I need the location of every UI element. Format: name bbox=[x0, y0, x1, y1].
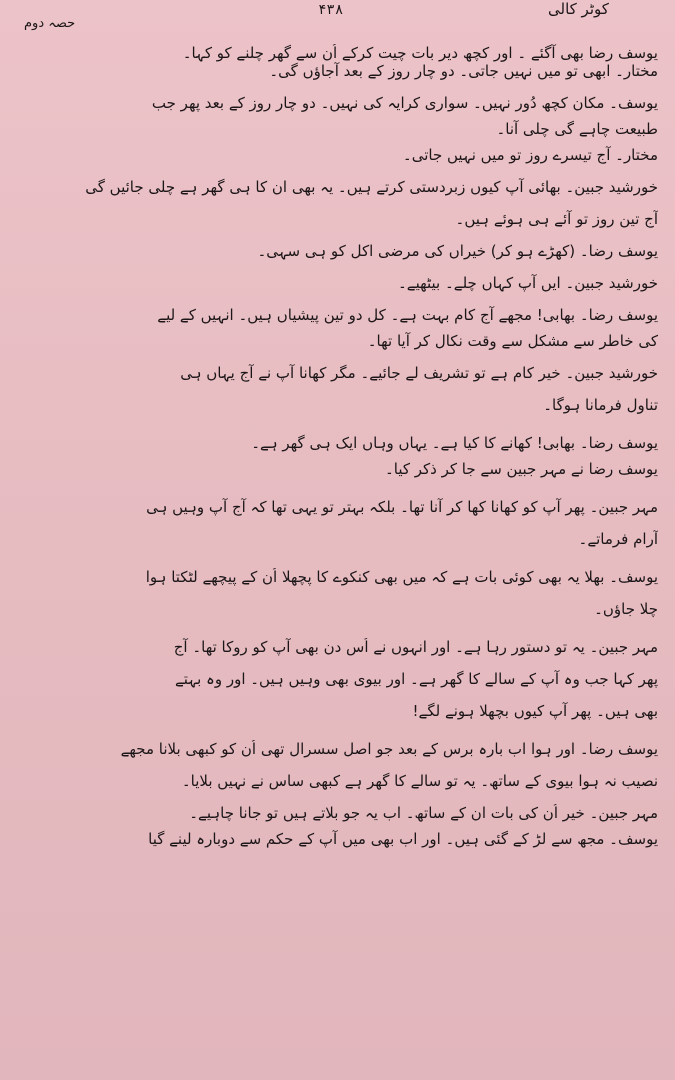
book-title: کوٹر کالی bbox=[548, 0, 609, 18]
text-line: یوسف۔ مجھ سے لڑ کے گئی ہیں۔ اور اب بھی میں آپ کے حکم سے دوبارہ لینے گیا bbox=[148, 830, 658, 848]
text-line: مہر جبین۔ یہ تو دستور رہا ہے۔ اور انہوں نے اُس دن بھی آپ کو روکا تھا۔ آج bbox=[173, 638, 658, 656]
page-body bbox=[38, 36, 658, 848]
text-line: مختار۔ ابھی تو میں نہیں جاتی۔ دو چار روز کے بعد آجاؤں گی۔ bbox=[269, 62, 658, 80]
page-header bbox=[0, 0, 675, 36]
text-line: یوسف رضا بھی آگئے ۔ اور کچھ دیر بات چیت کرکے اُن سے گھر چلنے کو کہا۔ bbox=[182, 44, 658, 62]
text-line: یوسف رضا۔ (کھڑے ہو کر) خیراں کی مرضی اکل کو ہی سہی۔ bbox=[257, 242, 658, 260]
text-line: خورشید جبین۔ ایں آپ کہاں چلے۔ بیٹھیے۔ bbox=[397, 274, 658, 292]
text-line: کی خاطر سے مشکل سے وقت نکال کر آیا تھا۔ bbox=[367, 332, 658, 350]
text-line: آج تین روز تو آئے ہی ہوئے ہیں۔ bbox=[455, 210, 658, 228]
text-line: طبیعت چاہے گی چلی آنا۔ bbox=[496, 120, 658, 138]
text-line: مہر جبین۔ خیر اُن کی بات ان کے ساتھ۔ اب یہ جو بلاتے ہیں تو جانا چاہیے۔ bbox=[189, 804, 658, 822]
text-line: یوسف رضا۔ بھابی! مجھے آج کام بہت ہے۔ کل دو تین پیشیاں ہیں۔ انہیں کے لیے bbox=[157, 306, 658, 324]
section-label: حصہ دوم bbox=[24, 16, 76, 31]
text-line: مختار۔ آج تیسرے روز تو میں نہیں جاتی۔ bbox=[402, 146, 658, 164]
text-line: بھی ہیں۔ پھر آپ کیوں بچھلا ہونے لگے! bbox=[412, 702, 658, 720]
text-line: پھر کہا جب وہ آپ کے سالے کا گھر ہے۔ اور بیوی بھی وہیں ہیں۔ اور وہ بہتے bbox=[175, 670, 658, 688]
text-line: چلا جاؤں۔ bbox=[594, 600, 658, 618]
text-line: خورشید جبین۔ بھائی آپ کیوں زبردستی کرتے ہیں۔ یہ بھی ان کا ہی گھر ہے چلی جائیں گی bbox=[85, 178, 658, 196]
text-line: یوسف رضا۔ اور ہوا اب بارہ برس کے بعد جو اصل سسرال تھی اُن کو کبھی بلانا مجھے bbox=[120, 740, 658, 758]
text-line: تناول فرمانا ہوگا۔ bbox=[543, 396, 658, 414]
page-number: ۴۳۸ bbox=[318, 2, 344, 18]
text-line: یوسف رضا نے مہر جبین سے جا کر ذکر کیا۔ bbox=[384, 460, 658, 478]
text-line: یوسف۔ بھلا یہ بھی کوئی بات ہے کہ میں بھی کنکوے کا پچھلا اُن کے پیچھے لٹکتا ہوا bbox=[145, 568, 658, 586]
text-line: خورشید جبین۔ خیر کام ہے تو تشریف لے جائیے۔ مگر کھانا آپ نے آج یہاں ہی bbox=[180, 364, 658, 382]
text-line: نصیب نہ ہوا بیوی کے ساتھ۔ یہ تو سالے کا گھر ہے کبھی ساس نے نہیں بلایا۔ bbox=[181, 772, 658, 790]
text-line: مہر جبین۔ پھر آپ کو کھانا کھا کر آنا تھا۔ بلکہ بہتر تو یہی تھا کہ آج آپ وہیں ہی bbox=[146, 498, 658, 516]
text-line: یوسف۔ مکان کچھ دُور نہیں۔ سواری کرایہ کی نہیں۔ دو چار روز کے بعد پھر جب bbox=[151, 94, 658, 112]
text-line: آرام فرماتے۔ bbox=[578, 530, 658, 548]
text-line: یوسف رضا۔ بھابی! کھانے کا کیا ہے۔ یہاں وہاں ایک ہی گھر ہے۔ bbox=[251, 434, 658, 452]
